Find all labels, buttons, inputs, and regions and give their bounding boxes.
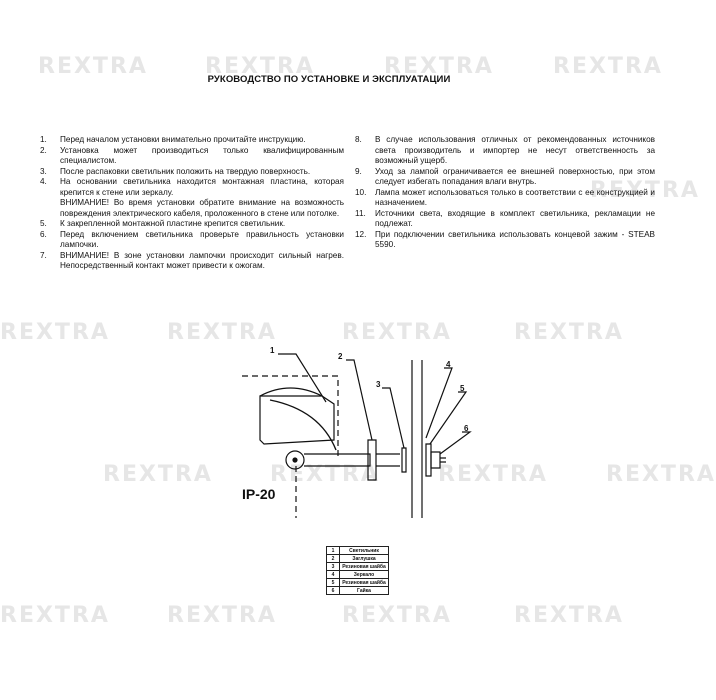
- instruction-number: 3.: [40, 166, 47, 176]
- watermark: REXTRA: [514, 320, 624, 345]
- legend-row: [327, 579, 389, 587]
- instruction-item: [355, 167, 655, 188]
- mount-plate: [368, 440, 376, 480]
- watermark: REXTRA: [438, 462, 548, 487]
- callout-number: 6: [464, 424, 469, 433]
- instruction-text: В случае использования отличных от рекомендованных источников света производитель и импортер не несут ответственность за возможный ущерб.: [375, 135, 655, 165]
- rubber-washer: [402, 448, 406, 472]
- legend-number: 5: [327, 579, 340, 587]
- watermark: REXTRA: [514, 603, 624, 628]
- instruction-text: Установка может производиться только квалифицированным специалистом.: [60, 145, 344, 165]
- watermark: REXTRA: [38, 54, 148, 79]
- instruction-text: Уход за лампой ограничивается ее внешней поверхностью, при этом следует избегать попадания влаги внутрь.: [375, 166, 655, 186]
- watermark: REXTRA: [167, 603, 277, 628]
- callout-leader: [382, 388, 404, 448]
- lamp-shade-top: [260, 388, 322, 396]
- legend-row: [327, 571, 389, 579]
- watermark: REXTRA: [590, 178, 700, 203]
- instruction-item: [40, 177, 344, 198]
- instructions-left-column: [40, 135, 344, 272]
- parts-legend-table: [326, 546, 389, 595]
- ip-rating-label: IP-20: [242, 486, 276, 502]
- instruction-number: 9.: [355, 166, 362, 176]
- mount-arm: [304, 454, 370, 466]
- watermark: REXTRA: [553, 54, 663, 79]
- instruction-number: 4.: [40, 177, 47, 186]
- instruction-item: [40, 167, 344, 178]
- instruction-item: [40, 135, 344, 146]
- instruction-item: [40, 219, 344, 230]
- instruction-item: [355, 188, 655, 209]
- instruction-number: 5.: [40, 219, 47, 228]
- instruction-number: 12.: [355, 229, 367, 239]
- legend-label: Резиновая шайба: [340, 579, 389, 587]
- instruction-number: 2.: [40, 145, 47, 155]
- instruction-text: Перед включением светильника проверьте правильность установки лампочки.: [60, 229, 344, 249]
- watermark: REXTRA: [384, 54, 494, 79]
- legend-number: 4: [327, 571, 340, 579]
- legend-row: [327, 587, 389, 595]
- instruction-item: [355, 135, 655, 167]
- mount-stud: [376, 454, 400, 466]
- callout-number: 4: [446, 360, 451, 369]
- instruction-warning: [40, 198, 344, 219]
- instruction-text: ВНИМАНИЕ! В зоне установки лампочки происходит сильный нагрев. Непосредственный контакт может привести к ожогам.: [60, 250, 344, 270]
- watermark: REXTRA: [342, 603, 452, 628]
- page-title: РУКОВОДСТВО ПО УСТАНОВКЕ И ЭКСПЛУАТАЦИИ: [207, 74, 451, 85]
- instruction-number: 8.: [355, 135, 362, 144]
- legend-label: Заглушка: [340, 555, 389, 563]
- instruction-text: После распаковки светильник положить на твердую поверхность.: [60, 166, 311, 176]
- lamp-body: [260, 396, 334, 444]
- legend-label: Резиновая шайба: [340, 563, 389, 571]
- legend-row: [327, 563, 389, 571]
- watermark: REXTRA: [103, 462, 213, 487]
- instruction-text: Лампа может использоваться только в соответствии с ее конструкцией и назначением.: [375, 187, 655, 207]
- legend-label: Зеркало: [340, 571, 389, 579]
- instruction-number: 7.: [40, 250, 47, 260]
- instruction-text: Источники света, входящие в комплект светильника, рекламации не подлежат.: [375, 208, 655, 228]
- mirror-wall: [412, 360, 422, 518]
- legend-row: [327, 555, 389, 563]
- watermark: REXTRA: [606, 462, 716, 487]
- instruction-item: [355, 230, 655, 251]
- callout-leader: [426, 368, 452, 438]
- legend-number: 1: [327, 547, 340, 555]
- instructions-right-column: [355, 135, 655, 251]
- watermark: REXTRA: [0, 320, 110, 345]
- watermark: REXTRA: [205, 54, 315, 79]
- callout-number: 2: [338, 352, 343, 361]
- instruction-number: 11.: [355, 208, 366, 218]
- instruction-number: 10.: [355, 187, 367, 197]
- watermark: REXTRA: [270, 462, 380, 487]
- instruction-number: [40, 198, 60, 219]
- bolt-end: [440, 458, 446, 462]
- instruction-item: [40, 251, 344, 272]
- legend-number: 3: [327, 563, 340, 571]
- instruction-text: К закрепленной монтажной пластине крепится светильник.: [60, 219, 286, 228]
- rubber-washer: [426, 444, 431, 476]
- callout-leader: [430, 392, 466, 444]
- legend-row: [327, 547, 389, 555]
- instruction-number: 6.: [40, 229, 47, 239]
- watermark: REXTRA: [342, 320, 452, 345]
- legend-number: 6: [327, 587, 340, 595]
- instruction-item: [40, 146, 344, 167]
- legend-label: Гайка: [340, 587, 389, 595]
- instruction-item: [40, 230, 344, 251]
- instruction-text: При подключении светильника использовать концевой зажим - STEAB 5590.: [375, 229, 655, 249]
- instruction-text: ВНИМАНИЕ! Во время установки обратите внимание на возможность повреждения электрического кабеля, проложенного в стене или потолке.: [60, 198, 344, 218]
- watermark: REXTRA: [167, 320, 277, 345]
- legend-label: Светильник: [340, 547, 389, 555]
- callout-number: 3: [376, 380, 381, 389]
- instruction-text: На основании светильника находится монтажная пластина, которая крепится к стене или зеркалу.: [60, 177, 344, 197]
- callout-leader: [440, 432, 470, 454]
- watermark: REXTRA: [0, 603, 110, 628]
- instruction-text: Перед началом установки внимательно прочитайте инструкцию.: [60, 135, 306, 144]
- hinge-center: [293, 458, 297, 462]
- nut: [431, 452, 440, 468]
- instruction-item: [355, 209, 655, 230]
- legend-number: 2: [327, 555, 340, 563]
- instruction-number: 1.: [40, 135, 47, 144]
- callout-number: 5: [460, 384, 465, 393]
- callout-leader: [346, 360, 372, 440]
- callout-number: 1: [270, 346, 275, 355]
